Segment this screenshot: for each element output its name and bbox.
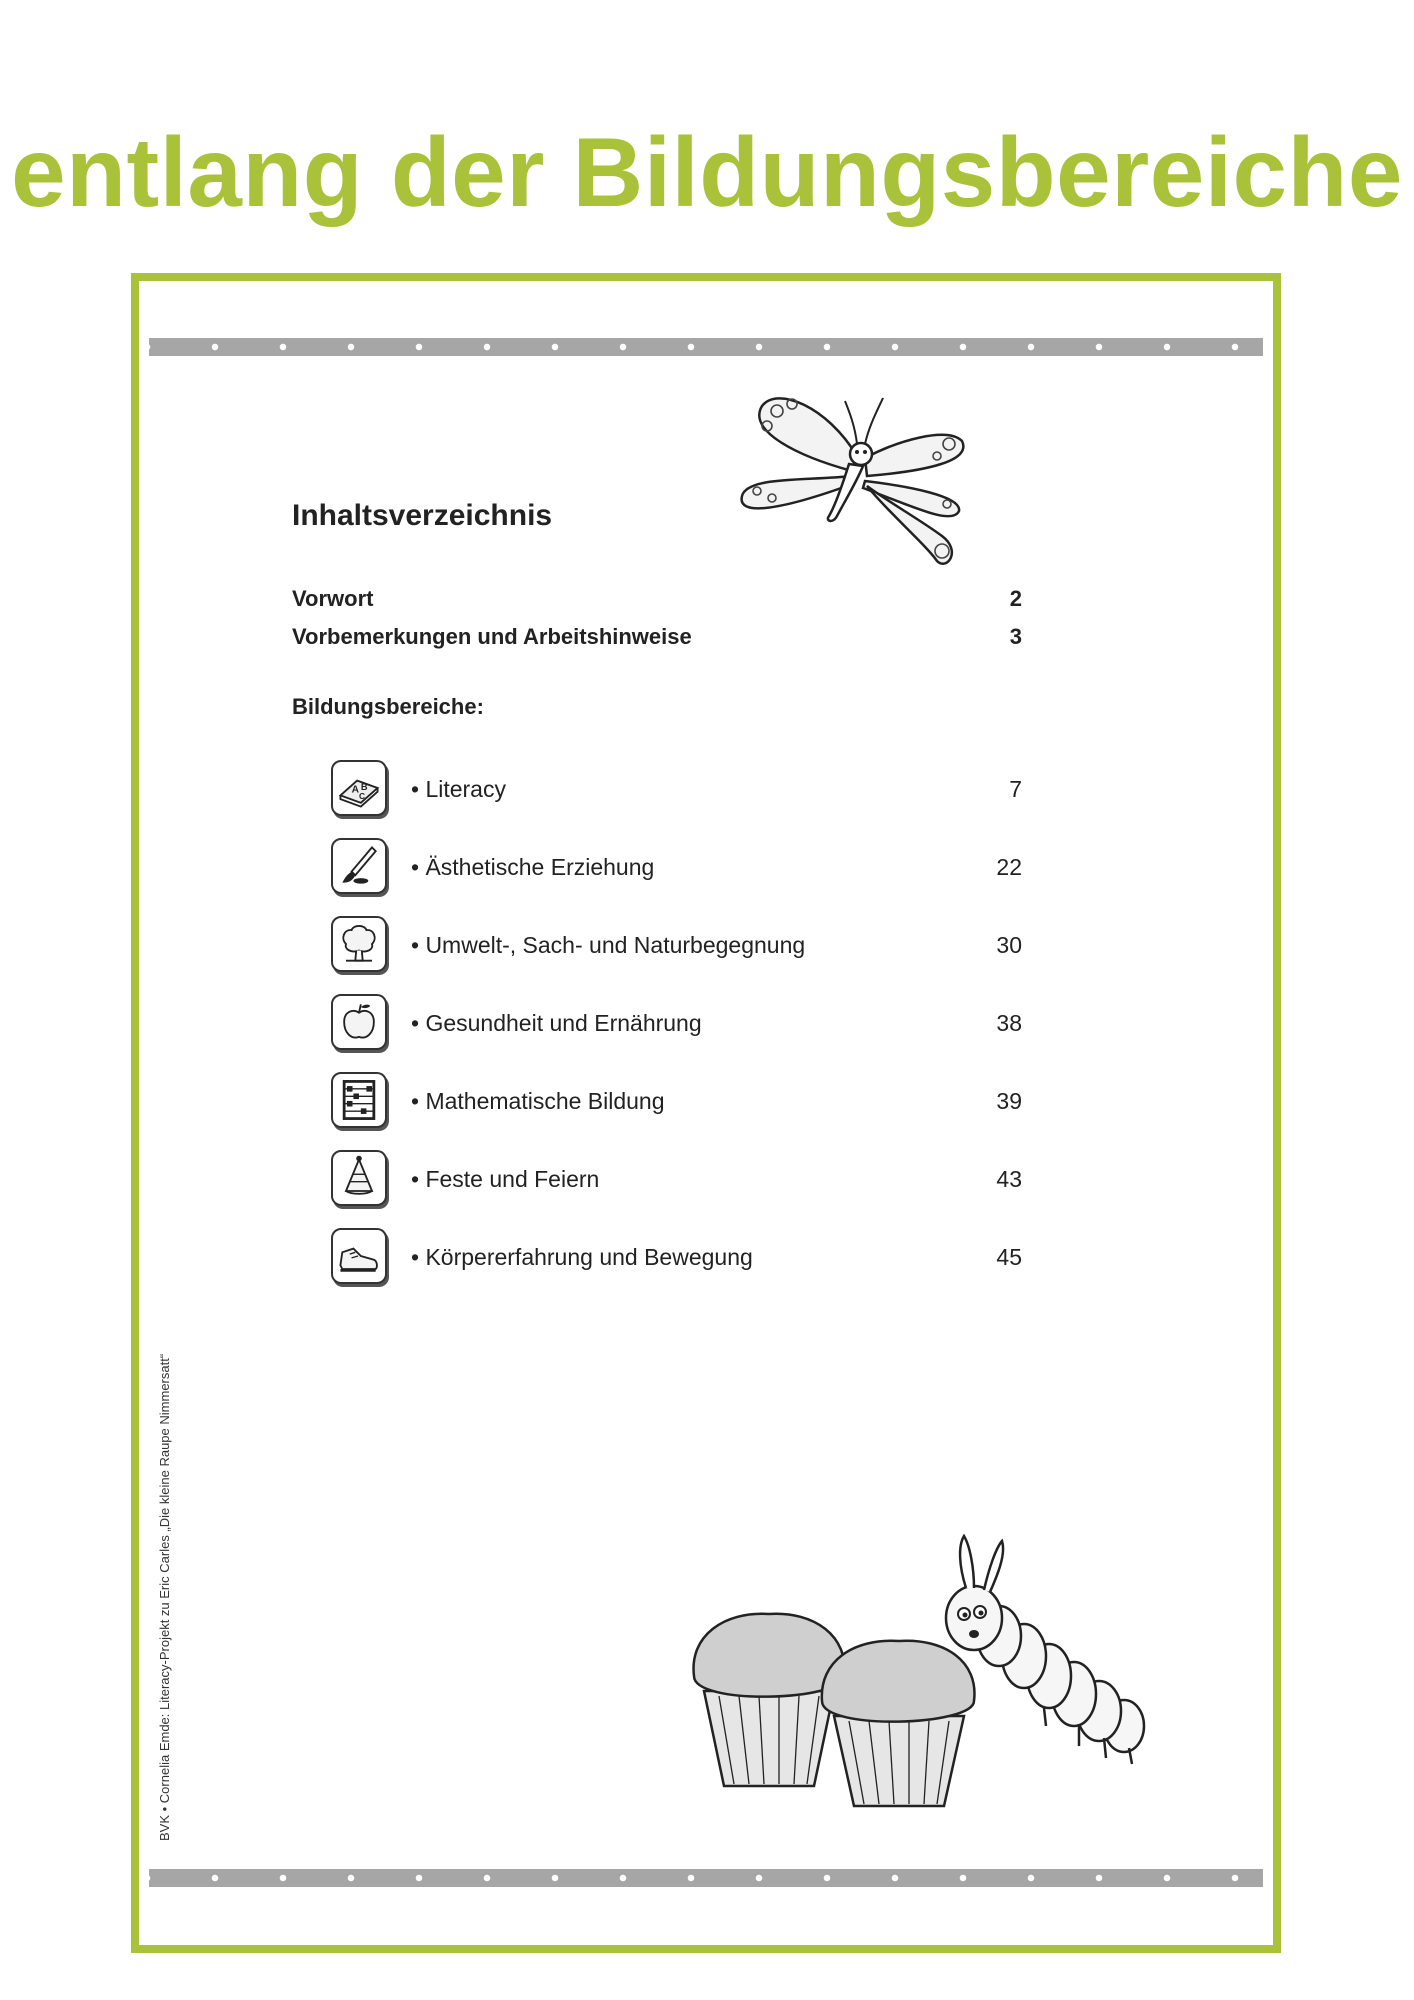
- abacus-icon: [331, 1072, 387, 1128]
- sidebar-credit: BVK • Cornelia Emde: Literacy-Projekt zu Eric Carles „Die kleine Raupe Nimmersatt“: [157, 1353, 172, 1841]
- page-heading: entlang der Bildungsbereiche: [11, 117, 1403, 227]
- toc-entry-page: 2: [1009, 586, 1022, 611]
- toc-entry-label: Vorwort: [292, 586, 374, 611]
- area-movement: [331, 1228, 1022, 1288]
- toc-entry-label: Vorbemerkungen und Arbeitshinweise: [292, 624, 692, 649]
- tree-icon: [331, 916, 387, 972]
- svg-text:A: A: [351, 784, 359, 796]
- paintbrush-icon: [331, 838, 387, 894]
- area-page: 43: [996, 1166, 1022, 1192]
- toc-entry-vorwort: [292, 586, 1022, 620]
- area-page: 45: [996, 1244, 1022, 1270]
- toc-entry-vorbemerkungen: [292, 624, 1022, 658]
- area-literacy: [331, 760, 1022, 820]
- dotted-strip-bottom: [149, 1869, 1263, 1887]
- area-page: 38: [996, 1010, 1022, 1036]
- area-label: • Umwelt-, Sach- und Naturbegegnung: [411, 932, 806, 958]
- area-aesthetic: [331, 838, 1022, 898]
- area-math: [331, 1072, 1022, 1132]
- area-environment: [331, 916, 1022, 976]
- toc-title: Inhaltsverzeichnis: [292, 499, 553, 532]
- area-label: • Literacy: [411, 776, 506, 802]
- area-page: 7: [1009, 776, 1022, 802]
- area-label: • Mathematische Bildung: [411, 1088, 665, 1114]
- area-page: 30: [996, 932, 1022, 958]
- svg-text:C: C: [359, 791, 366, 802]
- area-celebrations: [331, 1150, 1022, 1210]
- area-health: [331, 994, 1022, 1054]
- toc-entry-page: 3: [1009, 624, 1022, 649]
- content-frame: [131, 273, 1281, 1953]
- area-label: • Körpererfahrung und Bewegung: [411, 1244, 753, 1270]
- sneaker-icon: [331, 1228, 387, 1284]
- area-label: • Ästhetische Erziehung: [411, 854, 655, 880]
- dotted-strip-top: [149, 338, 1263, 356]
- area-label: • Feste und Feiern: [411, 1166, 600, 1192]
- apple-icon: [331, 994, 387, 1050]
- area-label: • Gesundheit und Ernährung: [411, 1010, 702, 1036]
- butterfly-illustration: [737, 386, 977, 571]
- section-title: Bildungsbereiche:: [292, 694, 484, 719]
- svg-text:B: B: [360, 781, 368, 792]
- area-page: 22: [996, 854, 1022, 880]
- muffins-caterpillar-illustration: [684, 1526, 1174, 1826]
- abc-book-icon: [331, 760, 387, 816]
- area-page: 39: [996, 1088, 1022, 1114]
- party-hat-icon: [331, 1150, 387, 1206]
